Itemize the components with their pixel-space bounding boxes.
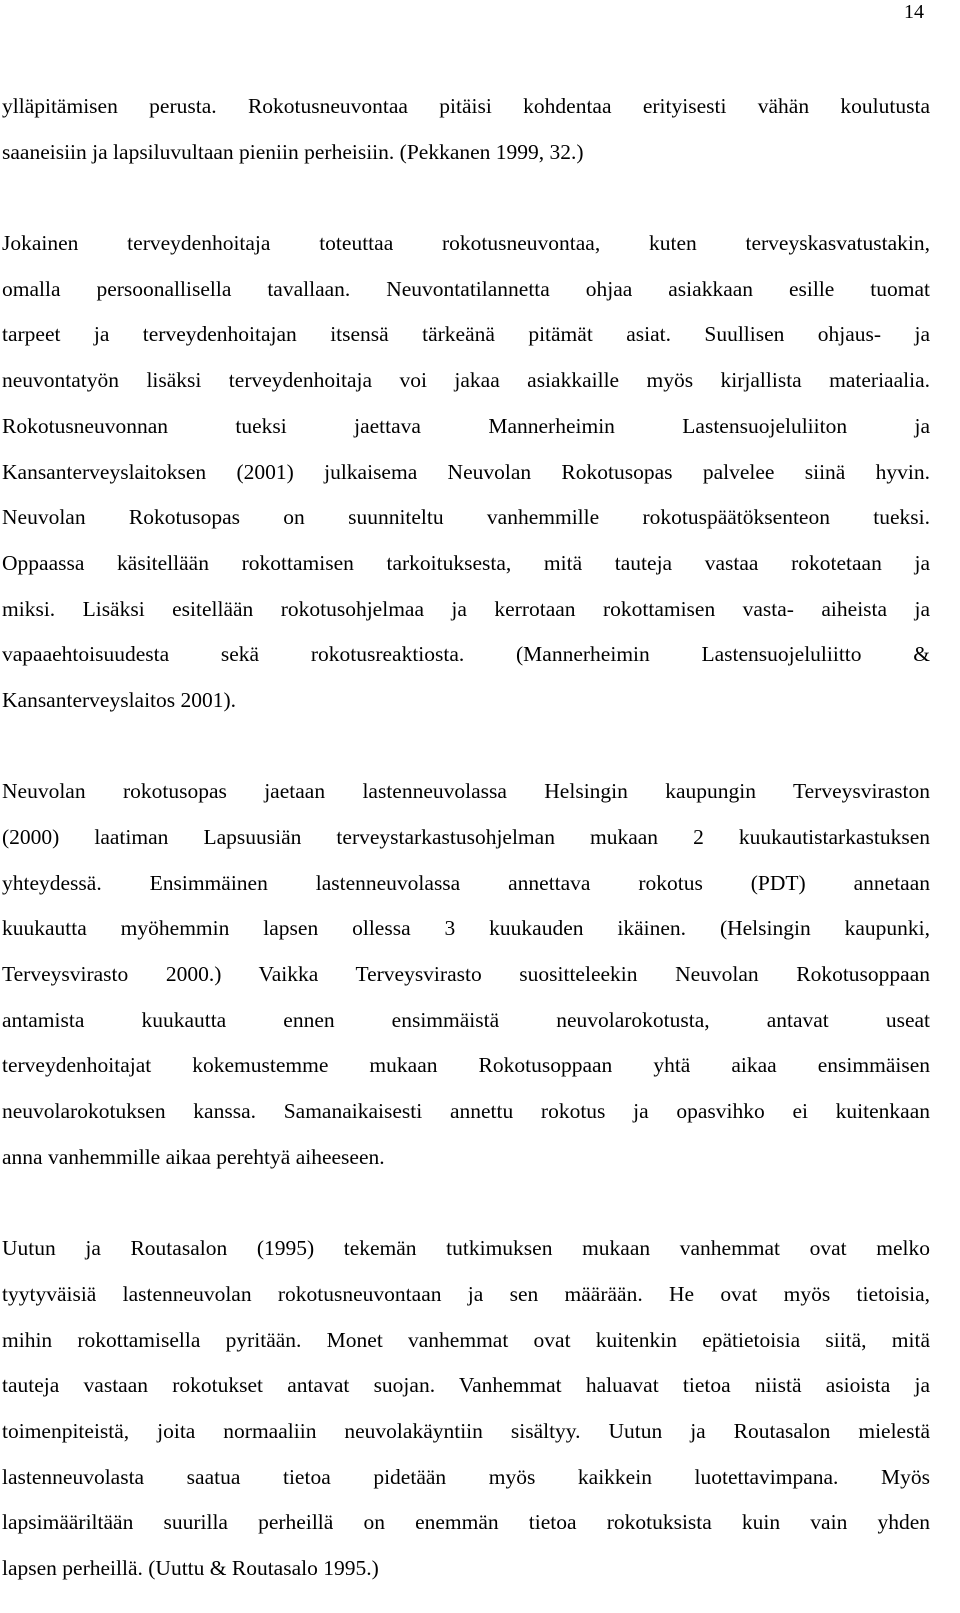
paragraph-4 [2,1226,930,1592]
paragraph-2 [2,221,930,724]
page-number: 14 [904,1,924,23]
text-line: lapsimääriltään suurilla perheillä on enemmän tietoa rokotuksista kuin vain yhden [2,1510,930,1535]
text-line: Oppaassa käsitellään rokottamisen tarkoituksesta, mitä tauteja vastaa rokotetaan ja [2,550,930,575]
text-line: tauteja vastaan rokotukset antavat suojan. Vanhemmat haluavat tietoa niistä asioista ja [2,1373,930,1398]
text-line: kuukautta myöhemmin lapsen ollessa 3 kuukauden ikäinen. (Helsingin kaupunki, [2,916,930,941]
text-line: miksi. Lisäksi esitellään rokotusohjelmaa ja kerrotaan rokottamisen vasta- aiheista ja [2,596,930,621]
text-line: antamista kuukautta ennen ensimmäistä neuvolarokotusta, antavat useat [2,1007,930,1032]
text-line: Jokainen terveydenhoitaja toteuttaa rokotusneuvontaa, kuten terveyskasvatustakin, [2,231,930,256]
text-line: Kansanterveyslaitos 2001). [2,687,237,712]
text-line: tyytyväisiä lastenneuvolan rokotusneuvontaan ja sen määrään. He ovat myös tietoisia, [2,1281,930,1306]
text-line: omalla persoonallisella tavallaan. Neuvontatilannetta ohjaa asiakkaan esille tuomat [2,276,930,301]
text-line: ylläpitämisen perusta. Rokotusneuvontaa pitäisi kohdentaa erityisesti vähän koulutusta [2,94,930,118]
text-line: Uutun ja Routasalon (1995) tekemän tutkimuksen mukaan vanhemmat ovat melko [2,1236,930,1261]
paragraph-gap [2,1181,930,1227]
text-line: vapaaehtoisuudesta sekä rokotusreaktiosta. (Mannerheimin Lastensuojeluliitto & [2,642,930,667]
paragraph-gap [2,175,930,221]
text-line: lapsen perheillä. (Uuttu & Routasalo 1995.) [2,1556,379,1580]
text-line: terveydenhoitajat kokemustemme mukaan Rokotusoppaan yhtä aikaa ensimmäisen [2,1053,930,1078]
paragraph-gap [2,724,930,770]
text-line: neuvolarokotuksen kanssa. Samanaikaisesti annettu rokotus ja opasvihko ei kuitenkaan [2,1099,930,1124]
text-line: tarpeet ja terveydenhoitajan itsensä tärkeänä pitämät asiat. Suullisen ohjaus- ja [2,322,930,347]
text-line: (2000) laatiman Lapsuusiän terveystarkastusohjelman mukaan 2 kuukautistarkastuksen [2,825,930,849]
text-line: toimenpiteistä, joita normaaliin neuvolakäyntiin sisältyy. Uutun ja Routasalon mielestä [2,1418,930,1443]
text-line: Terveysvirasto 2000.) Vaikka Terveysvirasto suositteleekin Neuvolan Rokotusoppaan [2,962,930,987]
paragraph-3 [2,769,930,1180]
text-line: Kansanterveyslaitoksen (2001) julkaisema Neuvolan Rokotusopas palvelee siinä hyvin. [2,459,930,484]
text-line: saaneisiin ja lapsiluvultaan pieniin perheisiin. (Pekkanen 1999, 32.) [2,139,584,164]
paragraph-1 [2,84,930,175]
text-line: Rokotusneuvonnan tueksi jaettava Mannerheimin Lastensuojeluliiton ja [2,413,930,438]
text-line: Neuvolan Rokotusopas on suunniteltu vanhemmille rokotuspäätöksenteon tueksi. [2,505,930,530]
text-line: lastenneuvolasta saatua tietoa pidetään myös kaikkein luotettavimpana. Myös [2,1464,930,1489]
document-body [2,84,930,1592]
text-line: yhteydessä. Ensimmäinen lastenneuvolassa annettava rokotus (PDT) annetaan [2,870,930,895]
text-line: neuvontatyön lisäksi terveydenhoitaja voi jakaa asiakkaille myös kirjallista materiaalia. [2,368,930,393]
text-line: Neuvolan rokotusopas jaetaan lastenneuvolassa Helsingin kaupungin Terveysviraston [2,779,930,804]
text-line: mihin rokottamisella pyritään. Monet vanhemmat ovat kuitenkin epätietoisia siitä, mitä [2,1327,930,1352]
text-line: anna vanhemmille aikaa perehtyä aiheeseen. [2,1144,385,1169]
